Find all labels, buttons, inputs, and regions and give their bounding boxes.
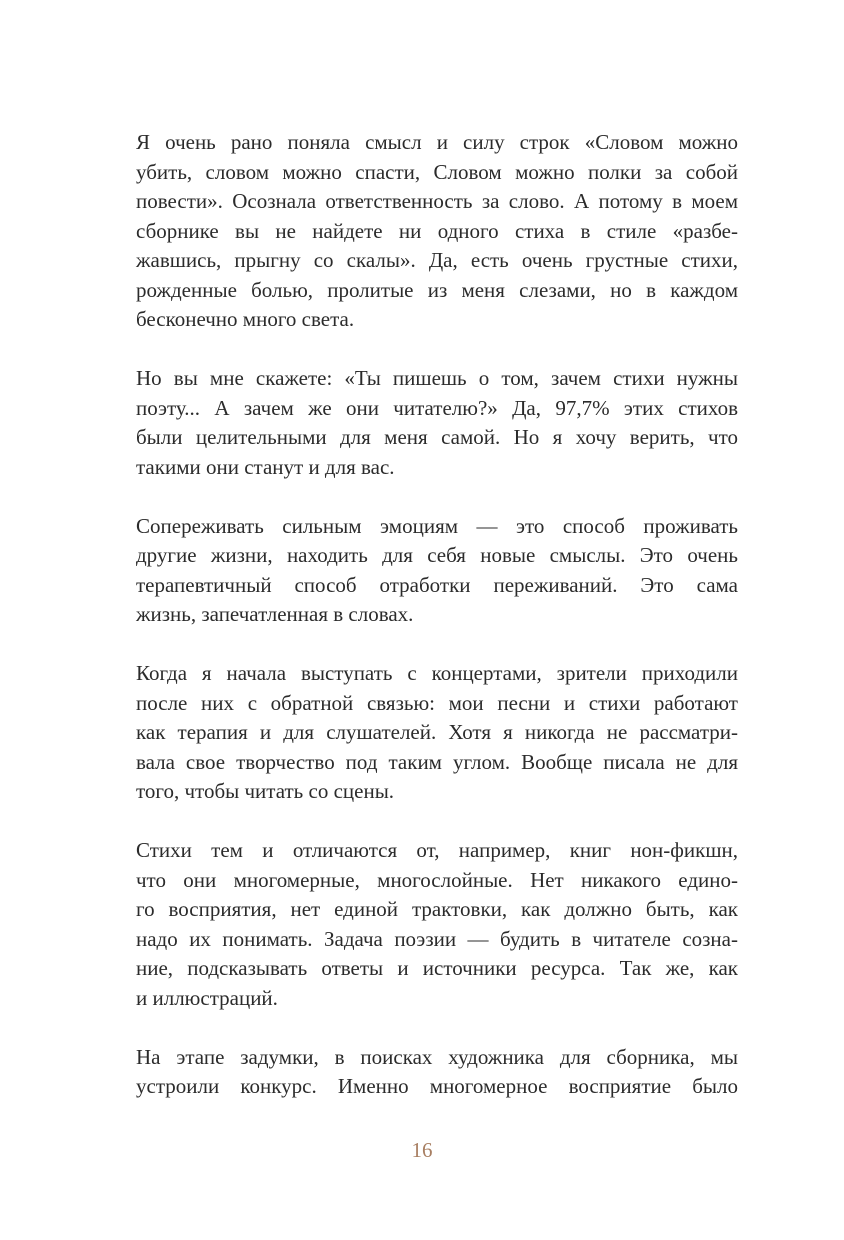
text-line: Сопереживать сильным эмоциям — это способ проживать (136, 513, 738, 538)
text-line: жизнь, запечатленная в словах. (136, 602, 414, 626)
text-line: сборнике вы не найдете ни одного стиха в стиле «разбе- (136, 218, 738, 243)
text-line: поэту... А зачем же они читателю?» Да, 97,7% этих стихов (136, 395, 738, 420)
paragraph-5 (136, 836, 738, 1013)
paragraph-1 (136, 128, 738, 335)
text-line: Но вы мне скажете: «Ты пишешь о том, зачем стихи нужны (136, 366, 738, 390)
text-line: рожденные болью, пролитые из меня слезами, но в каждом (136, 277, 738, 302)
text-line: вала свое творчество под таким углом. Вообще писала не для (136, 749, 738, 774)
text-line: жавшись, прыгну со скалы». Да, есть очень грустные стихи, (136, 248, 738, 272)
text-line: терапевтичный способ отработки переживаний. Это сама (136, 572, 738, 597)
text-line: как терапия и для слушателей. Хотя я никогда не рассматри- (136, 720, 738, 744)
text-line: и иллюстраций. (136, 985, 278, 1010)
text-line: ние, подсказывать ответы и источники ресурса. Так же, как (136, 956, 738, 980)
text-line: надо их понимать. Задача поэзии — будить в читателе созна- (136, 926, 738, 951)
text-line: того, чтобы читать со сцены. (136, 779, 395, 803)
text-line: бесконечно много света. (136, 307, 355, 331)
paragraph-6 (136, 1043, 738, 1102)
text-line: убить, словом можно спасти, Словом можно полки за собой (136, 159, 738, 184)
text-line: го восприятия, нет единой трактовки, как должно быть, как (136, 897, 738, 921)
paragraph-2 (136, 364, 738, 482)
paragraph-4 (136, 659, 738, 807)
text-line: что они многомерные, многослойные. Нет никакого едино- (136, 867, 738, 892)
text-line: повести». Осознала ответственность за слово. А потому в моем (136, 189, 738, 213)
text-line: после них с обратной связью: мои песни и стихи работают (136, 690, 738, 715)
text-line: Когда я начала выступать с концертами, зрители приходили (136, 661, 738, 685)
text-line: Я очень рано поняла смысл и силу строк «Словом можно (136, 130, 738, 154)
paragraph-3 (136, 512, 738, 630)
body-text (136, 128, 738, 1131)
text-line: На этапе задумки, в поисках художника для сборника, мы (136, 1044, 738, 1069)
page-number: 16 (411, 1138, 433, 1162)
text-line: были целительными для меня самой. Но я хочу верить, что (136, 425, 738, 449)
text-line: такими они станут и для вас. (136, 454, 395, 479)
text-line: другие жизни, находить для себя новые смыслы. Это очень (136, 543, 738, 567)
text-line: устроили конкурс. Именно многомерное восприятие было (136, 1074, 738, 1098)
text-line: Стихи тем и отличаются от, например, книг нон-фикшн, (136, 838, 738, 862)
